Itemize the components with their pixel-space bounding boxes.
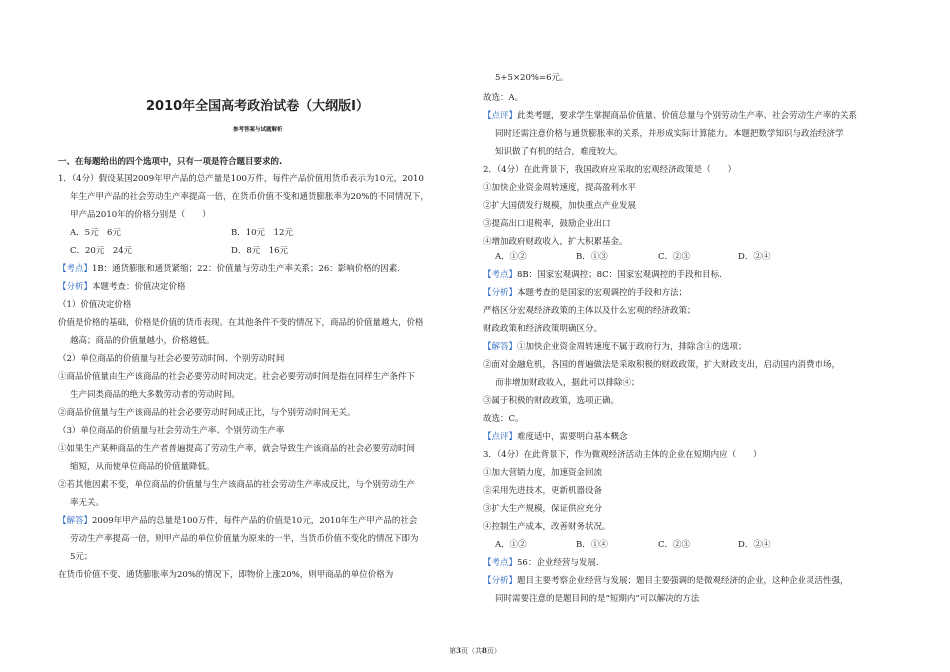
- jieda-tag: 【解答】: [58, 516, 93, 526]
- kaodian-tag: 【考点】: [483, 558, 518, 568]
- dianping-line: 知识做了有机的结合，难度较大。: [495, 147, 623, 157]
- q2-item: ④增加政府财政收入，扩大积累基金。: [483, 237, 628, 247]
- jieda-tag: 【解答】: [483, 342, 518, 352]
- q2-option-a: A．①②: [495, 252, 527, 262]
- fenxi-text: 本题考查：价值决定价格: [92, 282, 186, 292]
- analysis-line: （2）单位商品的价值量与社会必要劳动时间、个别劳动时间: [58, 354, 285, 364]
- q1-option-b: B．10元 12元: [231, 228, 293, 238]
- q2-dianping: [483, 431, 628, 443]
- q3-item: ①加大营销力度，加速资金回流: [483, 468, 603, 478]
- fenxi-line: 严格区分宏观经济政策的主体以及什么宏观的经济政策；: [483, 306, 696, 316]
- kaodian-text: 8B：国家宏观调控；8C：国家宏观调控的手段和目标.: [517, 270, 722, 280]
- page-title: 2010年全国高考政治试卷（大纲版Ⅰ）: [146, 99, 370, 114]
- q1-option-d: D．8元 16元: [231, 246, 289, 256]
- q1-answer: 故选：A。: [483, 93, 524, 103]
- analysis-line: （3）单位商品的价值量与社会劳动生产率、个别劳动生产率: [58, 426, 285, 436]
- kaodian-text: 1B：通货膨胀和通货紧缩；22：价值量与劳动生产率关系；26：影响价格的因素.: [92, 264, 401, 274]
- q1-stem-line2: 年生产甲产品的社会劳动生产率提高一倍，在货币价值不变和通货膨胀率为20%的不同情况下，: [70, 192, 429, 202]
- analysis-line: （1）价值决定价格: [58, 300, 132, 310]
- kaodian-text: 56：企业经营与发展.: [517, 558, 599, 568]
- page-footer: [0, 646, 950, 656]
- q2-option-c: C．②③: [658, 252, 691, 262]
- analysis-line: ②若其他因素不变，单位商品的价值量与生产该商品的社会劳动生产率成反比，与个别劳动生产: [58, 480, 416, 490]
- q3-item: ④控制生产成本，改善财务状况。: [483, 522, 611, 532]
- q3-option-a: A．①②: [495, 540, 527, 550]
- section-heading: 一、在每题给出的四个选项中，只有一项是符合题目要求的.: [58, 157, 283, 167]
- q3-option-c: C．②③: [658, 540, 691, 550]
- fenxi-line: 同时需要注意的是题目间的是“短期内”可以解决的方法: [495, 594, 700, 604]
- q1-dianping: [483, 110, 857, 122]
- page-subtitle: 参考答案与试题解析: [233, 127, 283, 133]
- jieda-text: 2009年甲产品的总量是100万件，每件产品的价值是10元，2010年生产甲产品的社会: [92, 516, 418, 526]
- q3-kaodian: [483, 557, 599, 569]
- analysis-line: 率无关。: [70, 498, 105, 508]
- page-number: 3: [456, 646, 461, 655]
- jieda-line: 劳动生产率提高一倍，则甲产品的单位价值量为原来的一半，当货币价值不变化的情况下即为: [70, 534, 419, 544]
- q1-kaodian: [58, 263, 400, 275]
- q2-jieda: [483, 341, 747, 353]
- footer-mid: 页（共: [461, 647, 482, 655]
- fenxi-text: 本题考查的是国家的宏观调控的手段和方法；: [517, 288, 688, 298]
- q2-kaodian: [483, 269, 722, 281]
- fenxi-text: 题目主要考察企业经营与发展；题目主要强调的是微观经济的企业，这种企业灵活性强，: [517, 576, 849, 586]
- q2-fenxi: [483, 287, 687, 299]
- calc-line: 5+5×20%=6元。: [495, 73, 569, 83]
- q2-item: ①加快企业资金周转速度，提高盈利水平: [483, 183, 637, 193]
- q2-stem: 2．（4分）在此背景下，我国政府应采取的宏观经济政策是（ ）: [483, 165, 737, 175]
- jieda-line: 5元；: [70, 552, 93, 562]
- page-total: 8: [482, 646, 487, 655]
- q1-option-a: A．5元 6元: [70, 228, 121, 238]
- q3-fenxi: [483, 575, 849, 587]
- dianping-tag: 【点评】: [483, 432, 518, 442]
- footer-suffix: 页）: [486, 647, 501, 655]
- footer-prefix: 第: [449, 647, 457, 655]
- analysis-line: 缩短，从而使单位商品的价值量降低。: [70, 462, 215, 472]
- q1-option-c: C．20元 24元: [70, 246, 133, 256]
- jieda-line: ②面对金融危机，各国的普遍做法是采取积极的财政政策，扩大财政支出，启动国内消费市场，: [483, 360, 841, 370]
- q1-stem-line3: 甲产品2010年的价格分别是（ ）: [70, 210, 211, 220]
- analysis-line: 生产同类商品的绝大多数劳动者的劳动时间。: [70, 390, 241, 400]
- fenxi-line: 财政政策和经济政策明确区分。: [483, 324, 603, 334]
- q1-jieda: [58, 515, 417, 527]
- kaodian-tag: 【考点】: [483, 270, 518, 280]
- dianping-text: 难度适中，需要明白基本概念: [517, 432, 628, 442]
- analysis-line: 价值是价格的基础，价格是价值的货币表现。在其他条件不变的情况下，商品的价值量越大，价格: [58, 318, 424, 328]
- jieda-text: ①加快企业资金周转速度不属于政府行为，排除含①的选项；: [517, 342, 747, 352]
- q1-stem-line1: 1．（4分）假设某国2009年甲产品的总产量是100万件，每件产品价值用货币表示为10元，2010: [58, 174, 424, 184]
- analysis-line: ①商品价值量由生产该商品的社会必要劳动时间决定。社会必要劳动时间是指在同样生产条件下: [58, 372, 416, 382]
- q1-fenxi: [58, 281, 186, 293]
- jieda-line: ③属于积极的财政政策，选项正确。: [483, 396, 620, 406]
- dianping-line: 同时还需注意价格与通货膨胀率的关系，并形成实际计算能力。本题把数学知识与政治经济学: [495, 129, 844, 139]
- analysis-line: ①如果生产某种商品的生产者普遍提高了劳动生产率，就会导致生产该商品的社会必要劳动时间: [58, 444, 416, 454]
- fenxi-tag: 【分析】: [58, 282, 93, 292]
- dianping-tag: 【点评】: [483, 111, 518, 121]
- fenxi-tag: 【分析】: [483, 288, 518, 298]
- q3-option-b: B．①④: [576, 540, 608, 550]
- q2-item: ②扩大国债发行规模，加快重点产业发展: [483, 201, 637, 211]
- q2-option-d: D．②④: [738, 252, 771, 262]
- kaodian-tag: 【考点】: [58, 264, 93, 274]
- q2-answer: 故选：C。: [483, 414, 524, 424]
- q3-item: ②采用先进技术，更新机器设备: [483, 486, 603, 496]
- analysis-line: 越高；商品的价值量越小，价格越低。: [70, 336, 215, 346]
- analysis-line: ②商品价值量与生产该商品的社会必要劳动时间成正比，与个别劳动时间无关。: [58, 408, 356, 418]
- q3-option-d: D．②④: [738, 540, 771, 550]
- fenxi-tag: 【分析】: [483, 576, 518, 586]
- q2-item: ③提高出口退税率，鼓励企业出口: [483, 219, 611, 229]
- q3-item: ③扩大生产规模，保证供应充分: [483, 504, 603, 514]
- jieda-line: 在货币价值不变、通货膨胀率为20%的情况下，即物价上涨20%，则甲商品的单位价格为: [58, 570, 394, 580]
- jieda-line: 而非增加财政收入，据此可以排除④；: [495, 378, 640, 388]
- q3-stem: 3．（4分）在此背景下，作为微观经济活动主体的企业在短期内应（ ）: [483, 450, 762, 460]
- dianping-text: 此类考题，要求学生掌握商品价值量、价值总量与个别劳动生产率、社会劳动生产率的关系: [517, 111, 858, 121]
- q2-option-b: B．①③: [576, 252, 608, 262]
